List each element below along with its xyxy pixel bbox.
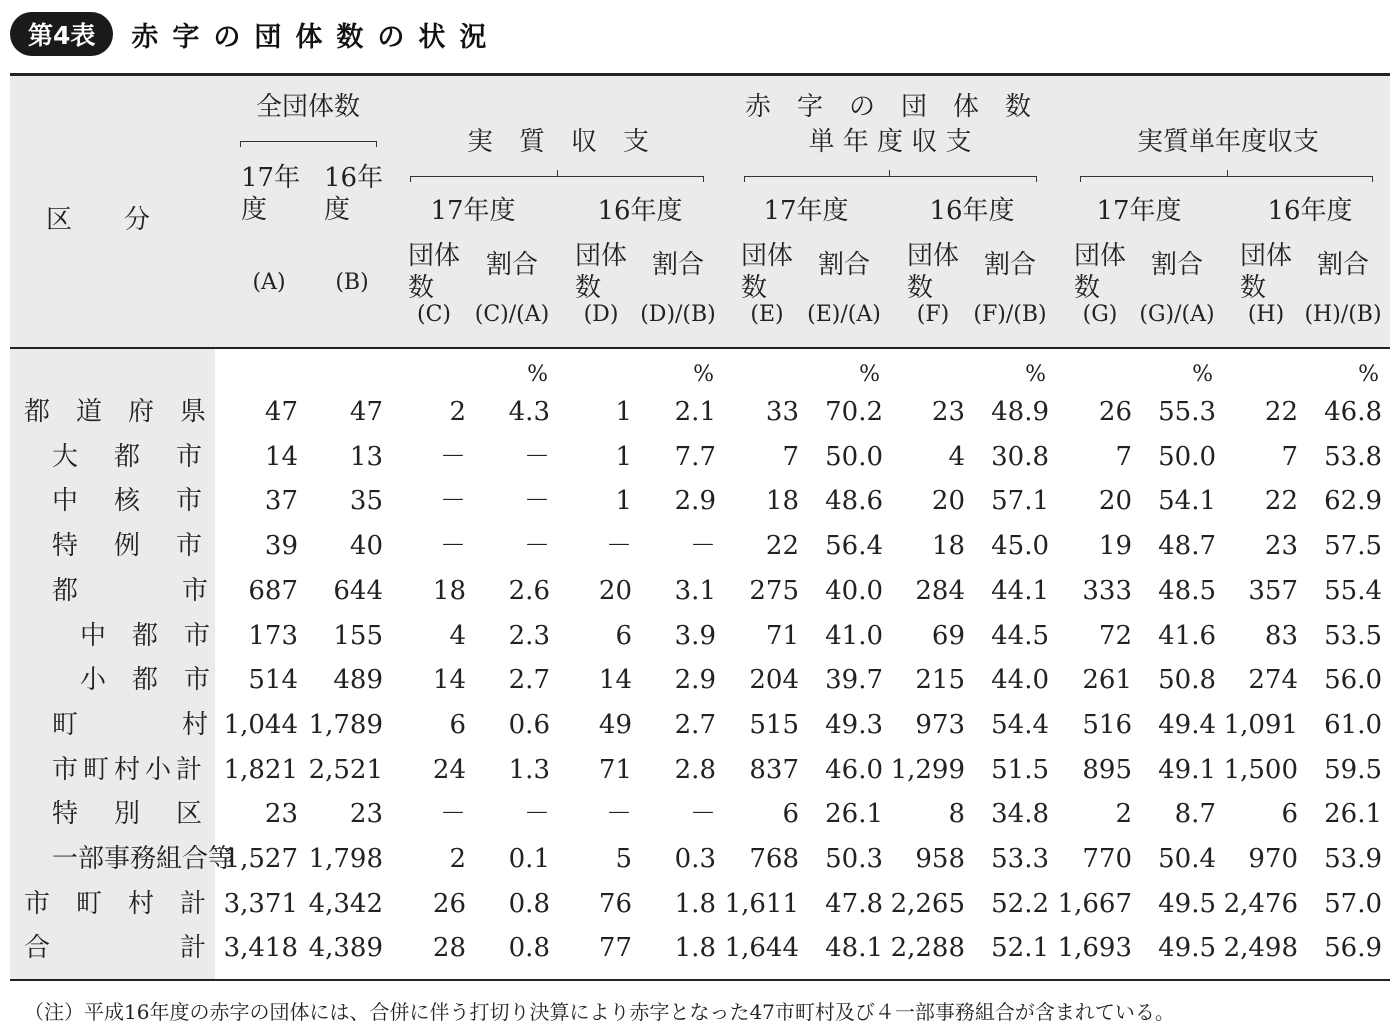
table-cell: 19 xyxy=(1098,531,1132,562)
table-cell: 4,389 xyxy=(308,933,383,964)
table-cell: 70.2 xyxy=(825,397,883,427)
brace-end xyxy=(410,176,411,182)
table-cell: 50.0 xyxy=(1158,441,1216,472)
table-cell: 57.0 xyxy=(1324,888,1382,919)
table-cell: 33 xyxy=(765,397,799,427)
group-brace xyxy=(744,176,1036,177)
table-cell: 22 xyxy=(1264,397,1298,427)
table-cell: 1,821 xyxy=(223,754,298,785)
table-cell: 770 xyxy=(1082,844,1132,874)
table-cell: 1,693 xyxy=(1057,933,1132,964)
column-code: (C) xyxy=(417,302,451,327)
table-cell: 41.0 xyxy=(825,620,883,651)
table-cell: 3,371 xyxy=(223,888,298,919)
table-cell: 56.9 xyxy=(1324,933,1382,964)
table-cell: 22 xyxy=(1264,486,1298,517)
group-header-tannendo: 単 年 度 収 支 xyxy=(808,127,972,157)
group-brace xyxy=(410,176,703,177)
table-cell: 54.4 xyxy=(991,709,1049,740)
table-cell: 516 xyxy=(1082,709,1132,740)
table-cell: 44.5 xyxy=(991,620,1049,651)
table-cell: 23 xyxy=(1264,531,1298,562)
count-subheader: 団体 数 xyxy=(408,241,461,303)
table-cell: 7 xyxy=(782,441,799,472)
table-cell: 71 xyxy=(598,754,632,785)
total-year-header: 17年 度 xyxy=(241,163,301,225)
table-cell: 4,342 xyxy=(308,888,383,919)
year-header: 16年度 xyxy=(597,196,683,226)
table-cell: 46.0 xyxy=(825,754,883,785)
table-cell: 48.5 xyxy=(1158,575,1216,606)
table-cell: 14 xyxy=(598,665,632,696)
table-cell: 49.1 xyxy=(1158,754,1216,785)
table-cell: 1,611 xyxy=(724,888,799,919)
table-cell: 49.4 xyxy=(1158,709,1216,740)
row-label: 市町村小計 xyxy=(52,754,202,785)
table-cell: 20 xyxy=(598,575,632,606)
table-cell: 2.7 xyxy=(674,709,716,740)
table-cell: 2 xyxy=(449,844,466,874)
table-cell: － xyxy=(439,441,466,472)
table-cell: 50.8 xyxy=(1158,665,1216,696)
table-cell: 53.5 xyxy=(1324,620,1382,651)
table-cell: 59.5 xyxy=(1324,754,1382,785)
table-number-badge: 第4表 xyxy=(10,12,113,56)
table-cell: － xyxy=(689,799,716,830)
table-cell: － xyxy=(523,799,550,830)
table-cell: 1,667 xyxy=(1057,888,1132,919)
table-cell: 83 xyxy=(1264,620,1298,651)
table-cell: 18 xyxy=(432,575,466,606)
section-header: 区 分 xyxy=(46,205,151,235)
table-cell: 2.7 xyxy=(508,665,550,696)
table-cell: 49 xyxy=(598,709,632,740)
table-cell: 2,476 xyxy=(1223,888,1298,919)
year-header: 17年度 xyxy=(1096,196,1182,226)
table-cell: 50.3 xyxy=(825,844,883,874)
table-cell: 973 xyxy=(915,709,965,740)
table-cell: 53.3 xyxy=(991,844,1049,874)
column-code: (F) xyxy=(916,302,950,327)
table-cell: 515 xyxy=(749,709,799,740)
ratio-subheader: 割合 xyxy=(485,250,539,280)
table-cell: 39.7 xyxy=(825,665,883,696)
table-cell: 333 xyxy=(1082,575,1132,606)
table-cell: － xyxy=(523,531,550,562)
table-cell: 1.8 xyxy=(674,888,716,919)
column-code: (F)/(B) xyxy=(973,302,1047,327)
bottom-rule xyxy=(10,979,1390,981)
column-code: (E)/(A) xyxy=(807,302,881,327)
table-cell: － xyxy=(439,486,466,517)
table-cell: － xyxy=(605,799,632,830)
table-cell: 52.2 xyxy=(991,888,1049,919)
table-cell: 155 xyxy=(333,620,383,651)
table-cell: 2.9 xyxy=(674,665,716,696)
percent-unit: % xyxy=(859,362,880,387)
row-label: 町 村 xyxy=(52,709,209,740)
table-cell: 768 xyxy=(749,844,799,874)
column-code: (G)/(A) xyxy=(1139,302,1215,327)
brace-end xyxy=(703,176,704,182)
table-cell: 14 xyxy=(432,665,466,696)
table-cell: 7.7 xyxy=(674,441,716,472)
table-cell: 34.8 xyxy=(991,799,1049,830)
table-cell: 35 xyxy=(349,486,383,517)
table-cell: 275 xyxy=(749,575,799,606)
ratio-subheader: 割合 xyxy=(1150,250,1204,280)
brace-end xyxy=(376,141,377,147)
table-cell: 20 xyxy=(1098,486,1132,517)
column-code: (A) xyxy=(252,270,286,295)
table-cell: 14 xyxy=(264,441,298,472)
count-subheader: 団体 数 xyxy=(575,241,628,303)
count-subheader: 団体 数 xyxy=(741,241,794,303)
table-cell: 1,091 xyxy=(1223,709,1298,740)
table-cell: 1,789 xyxy=(308,709,383,740)
table-cell: 18 xyxy=(765,486,799,517)
table-cell: 23 xyxy=(931,397,965,427)
table-cell: 26 xyxy=(432,888,466,919)
table-cell: 76 xyxy=(598,888,632,919)
brace-end xyxy=(240,141,241,147)
percent-unit: % xyxy=(1025,362,1046,387)
table-cell: 2.6 xyxy=(508,575,550,606)
table-cell: 57.5 xyxy=(1324,531,1382,562)
row-label: 特 例 市 xyxy=(52,531,202,562)
table-cell: 41.6 xyxy=(1158,620,1216,651)
table-cell: 23 xyxy=(349,799,383,830)
table-cell: 2,288 xyxy=(890,933,965,964)
table-cell: 1,527 xyxy=(223,844,298,874)
table-cell: 52.1 xyxy=(991,933,1049,964)
column-code: (C)/(A) xyxy=(474,302,550,327)
year-header: 17年度 xyxy=(430,196,516,226)
table-cell: 0.3 xyxy=(674,844,716,874)
table-cell: 7 xyxy=(1115,441,1132,472)
brace-center xyxy=(1227,170,1228,176)
table-cell: 1,299 xyxy=(890,754,965,785)
brace-end xyxy=(1080,176,1081,182)
table-cell: 77 xyxy=(598,933,632,964)
table-cell: 28 xyxy=(432,933,466,964)
table-cell: 1.3 xyxy=(508,754,550,785)
table-cell: － xyxy=(689,531,716,562)
table-cell: 40.0 xyxy=(825,575,883,606)
table-cell: 215 xyxy=(915,665,965,696)
table-cell: 49.5 xyxy=(1158,933,1216,964)
table-cell: 2 xyxy=(1115,799,1132,830)
row-label: 一部事務組合等 xyxy=(52,844,235,874)
table-cell: 514 xyxy=(248,665,298,696)
table-cell: 958 xyxy=(915,844,965,874)
table-cell: 173 xyxy=(248,620,298,651)
table-cell: 261 xyxy=(1082,665,1132,696)
count-subheader: 団体 数 xyxy=(1074,241,1127,303)
table-cell: － xyxy=(439,531,466,562)
table-cell: 55.3 xyxy=(1158,397,1216,427)
table-cell: 3.1 xyxy=(674,575,716,606)
table-cell: － xyxy=(605,531,632,562)
table-cell: － xyxy=(439,799,466,830)
table-cell: 6 xyxy=(615,620,632,651)
table-cell: 45.0 xyxy=(991,531,1049,562)
column-code: (H) xyxy=(1247,302,1285,327)
table-cell: 274 xyxy=(1248,665,1298,696)
table-title-text: 赤字の団体数の状況 xyxy=(131,21,501,53)
column-code: (G) xyxy=(1082,302,1118,327)
total-count-header: 全団体数 xyxy=(255,92,361,122)
table-cell: 687 xyxy=(248,575,298,606)
table-cell: 2.9 xyxy=(674,486,716,517)
table-cell: 837 xyxy=(749,754,799,785)
ratio-subheader: 割合 xyxy=(651,250,705,280)
table-cell: 2.3 xyxy=(508,620,550,651)
table-cell: 1,798 xyxy=(308,844,383,874)
table-cell: 0.1 xyxy=(508,844,550,874)
year-header: 17年度 xyxy=(763,196,849,226)
column-code: (H)/(B) xyxy=(1304,302,1382,327)
row-label: 合 計 xyxy=(24,933,207,964)
table-cell: 6 xyxy=(782,799,799,830)
year-header: 16年度 xyxy=(1267,196,1353,226)
table-cell: 2.1 xyxy=(674,397,716,427)
table-cell: 26 xyxy=(1098,397,1132,427)
row-label: 都 道 府 県 xyxy=(24,397,207,427)
table-cell: 1 xyxy=(615,486,632,517)
table-cell: 26.1 xyxy=(1324,799,1382,830)
table-cell: 644 xyxy=(333,575,383,606)
table-cell: 62.9 xyxy=(1324,486,1382,517)
table-cell: 47.8 xyxy=(825,888,883,919)
table-cell: 1,044 xyxy=(223,709,298,740)
brace-end xyxy=(744,176,745,182)
table-cell: 895 xyxy=(1082,754,1132,785)
table-cell: － xyxy=(523,441,550,472)
table-cell: 0.8 xyxy=(508,888,550,919)
brace-center xyxy=(557,170,558,176)
table-cell: 2,521 xyxy=(308,754,383,785)
table-cell: 2,498 xyxy=(1223,933,1298,964)
table-cell: 6 xyxy=(449,709,466,740)
table-cell: 55.4 xyxy=(1324,575,1382,606)
table-cell: 4.3 xyxy=(508,397,550,427)
count-subheader: 団体 数 xyxy=(1240,241,1293,303)
table-cell: 57.1 xyxy=(991,486,1049,517)
table-cell: 47 xyxy=(349,397,383,427)
table-cell: 44.1 xyxy=(991,575,1049,606)
row-label: 中 核 市 xyxy=(52,486,202,517)
table-cell: 13 xyxy=(349,441,383,472)
ratio-subheader: 割合 xyxy=(817,250,871,280)
table-cell: 7 xyxy=(1281,441,1298,472)
table-cell: 1,500 xyxy=(1223,754,1298,785)
row-label: 中 都 市 xyxy=(80,620,211,651)
table-cell: － xyxy=(523,486,550,517)
table-cell: 23 xyxy=(264,799,298,830)
ratio-subheader: 割合 xyxy=(983,250,1037,280)
table-cell: 2 xyxy=(449,397,466,427)
table-cell: 4 xyxy=(948,441,965,472)
column-code: (B) xyxy=(335,270,369,295)
table-cell: 51.5 xyxy=(991,754,1049,785)
table-cell: 48.9 xyxy=(991,397,1049,427)
table-cell: 204 xyxy=(749,665,799,696)
column-code: (D)/(B) xyxy=(640,302,716,327)
table-cell: 71 xyxy=(765,620,799,651)
table-cell: 1 xyxy=(615,441,632,472)
table-cell: 0.8 xyxy=(508,933,550,964)
table-cell: 53.8 xyxy=(1324,441,1382,472)
column-code: (E) xyxy=(750,302,784,327)
table-cell: 37 xyxy=(264,486,298,517)
table-cell: 72 xyxy=(1098,620,1132,651)
table-cell: 39 xyxy=(264,531,298,562)
table-cell: 18 xyxy=(931,531,965,562)
table-cell: 6 xyxy=(1281,799,1298,830)
row-label: 特 別 区 xyxy=(52,799,202,830)
table-cell: 69 xyxy=(931,620,965,651)
table-cell: 3.9 xyxy=(674,620,716,651)
table-cell: 20 xyxy=(931,486,965,517)
table-cell: 284 xyxy=(915,575,965,606)
brace-end xyxy=(1036,176,1037,182)
table-cell: 26.1 xyxy=(825,799,883,830)
percent-unit: % xyxy=(1358,362,1379,387)
table-cell: 56.4 xyxy=(825,531,883,562)
table-cell: 53.9 xyxy=(1324,844,1382,874)
table-cell: 1,644 xyxy=(724,933,799,964)
table-cell: 44.0 xyxy=(991,665,1049,696)
table-cell: 24 xyxy=(432,754,466,785)
brace-end xyxy=(1372,176,1373,182)
total-year-header: 16年 度 xyxy=(324,163,384,225)
table-cell: 3,418 xyxy=(223,933,298,964)
table-cell: 8.7 xyxy=(1174,799,1216,830)
footnote: （注）平成16年度の赤字の団体には、合併に伴う打切り決算により赤字となった47市町村及び４一部事務組合が含まれている。 xyxy=(24,1000,1175,1024)
table-cell: 8 xyxy=(948,799,965,830)
row-label: 大 都 市 xyxy=(52,441,202,472)
table-cell: 30.8 xyxy=(991,441,1049,472)
ratio-subheader: 割合 xyxy=(1316,250,1370,280)
row-label: 都 市 xyxy=(52,575,209,606)
table-cell: 22 xyxy=(765,531,799,562)
table-cell: 970 xyxy=(1248,844,1298,874)
brace-center xyxy=(889,170,890,176)
group-brace xyxy=(1080,176,1372,177)
row-label: 市 町 村 計 xyxy=(24,888,207,919)
table-cell: 5 xyxy=(615,844,632,874)
table-cell: 40 xyxy=(349,531,383,562)
table-cell: 61.0 xyxy=(1324,709,1382,740)
table-cell: 49.5 xyxy=(1158,888,1216,919)
table-cell: 50.4 xyxy=(1158,844,1216,874)
group-header-jissitsu: 実 質 収 支 xyxy=(466,127,650,157)
table-cell: 2,265 xyxy=(890,888,965,919)
table-cell: 46.8 xyxy=(1324,397,1382,427)
table-cell: 49.3 xyxy=(825,709,883,740)
table-cell: 48.6 xyxy=(825,486,883,517)
table-cell: 47 xyxy=(264,397,298,427)
table-cell: 48.1 xyxy=(825,933,883,964)
table-cell: 489 xyxy=(333,665,383,696)
count-subheader: 団体 数 xyxy=(907,241,960,303)
percent-unit: % xyxy=(1192,362,1213,387)
row-label: 小 都 市 xyxy=(80,665,211,696)
table-cell: 2.8 xyxy=(674,754,716,785)
table-cell: 1.8 xyxy=(674,933,716,964)
column-code: (D) xyxy=(583,302,619,327)
total-group-brace xyxy=(240,141,377,142)
table-cell: 54.1 xyxy=(1158,486,1216,517)
header-rule xyxy=(10,347,1390,349)
table-title xyxy=(10,12,500,56)
percent-unit: % xyxy=(527,362,548,387)
table-cell: 1 xyxy=(615,397,632,427)
table-cell: 4 xyxy=(449,620,466,651)
table-cell: 50.0 xyxy=(825,441,883,472)
deficit-count-header: 赤 字 の 団 体 数 xyxy=(744,92,1032,122)
table-cell: 56.0 xyxy=(1324,665,1382,696)
table-cell: 357 xyxy=(1248,575,1298,606)
group-header-jissitsu-tannendo: 実質単年度収支 xyxy=(1136,127,1320,157)
table-cell: 0.6 xyxy=(508,709,550,740)
year-header: 16年度 xyxy=(929,196,1015,226)
percent-unit: % xyxy=(693,362,714,387)
table-cell: 48.7 xyxy=(1158,531,1216,562)
